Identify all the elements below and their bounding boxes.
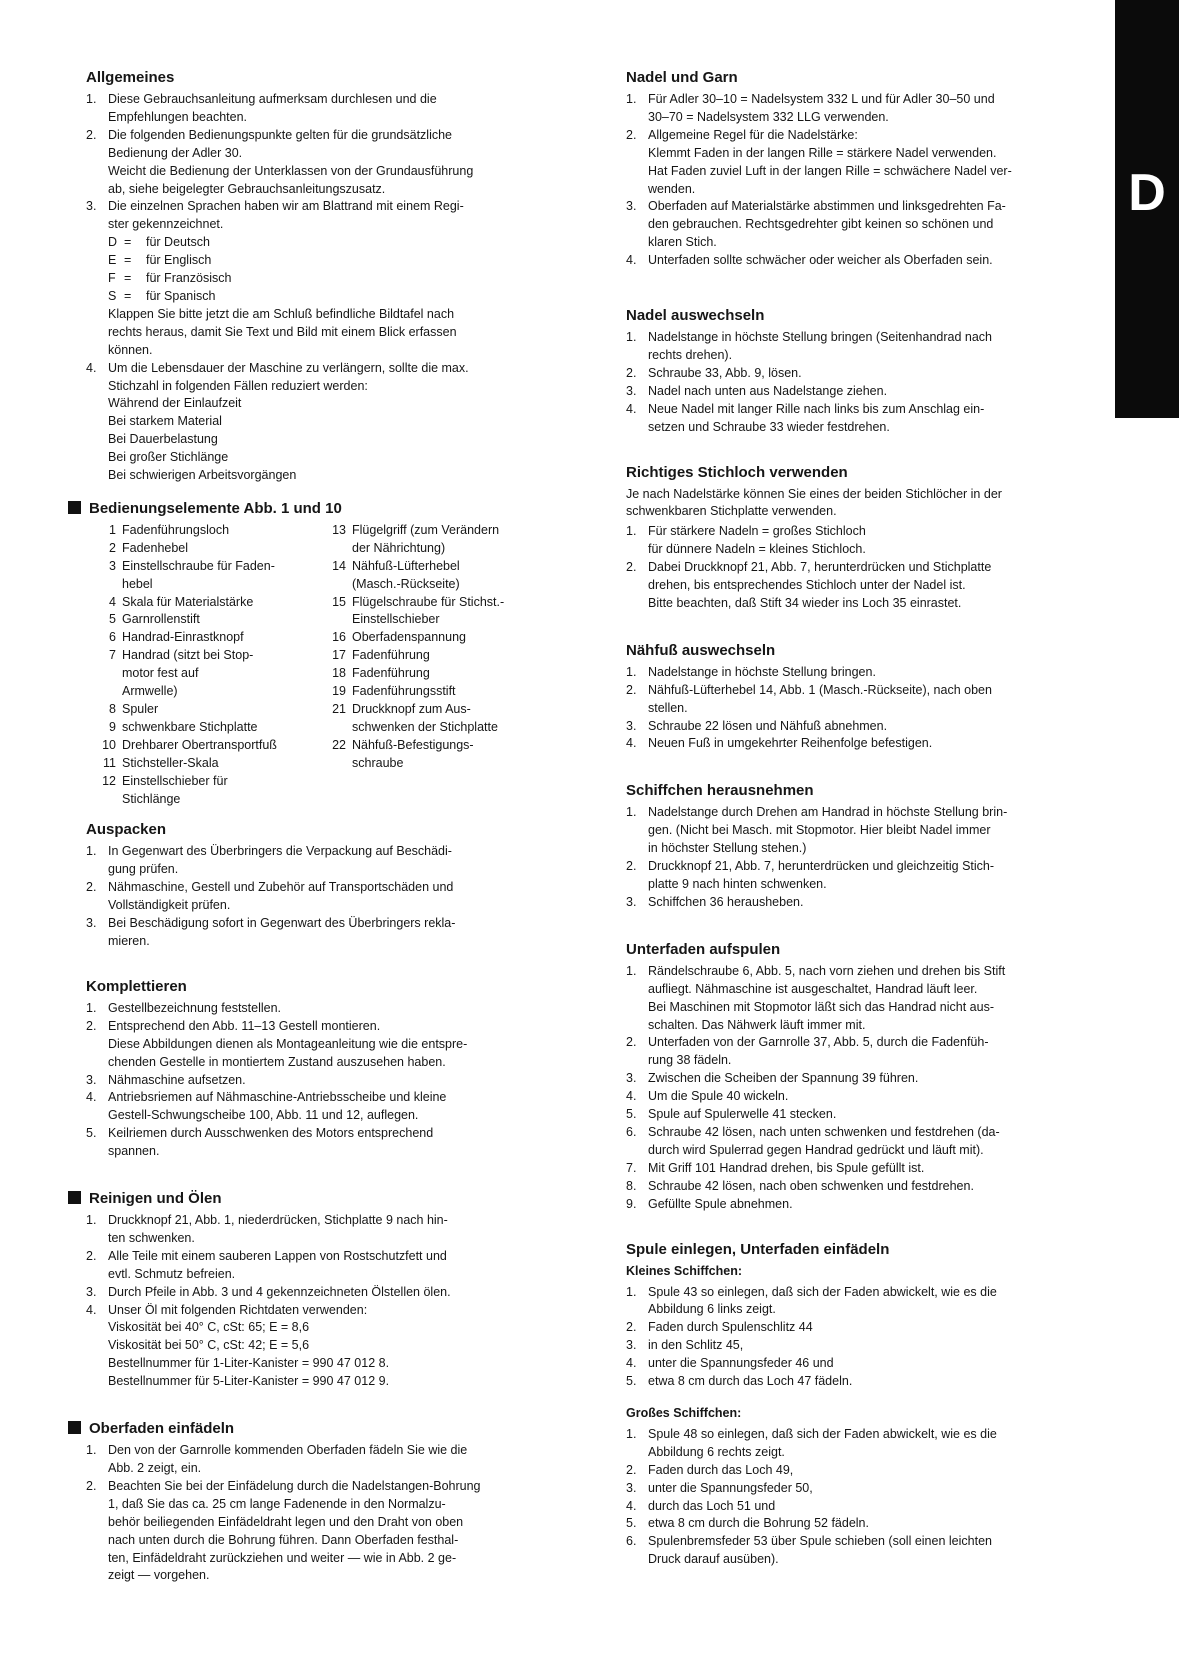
right-column <box>626 68 1116 1569</box>
legend-item: 15 Flügelschraube für Stichst.- Einstellschieber <box>332 594 505 627</box>
list-item: 2. Schraube 33, Abb. 9, lösen. <box>626 365 802 380</box>
section-oberfaden <box>86 1419 566 1585</box>
list-item: 3. Bei Beschädigung sofort in Gegenwart des Überbringers rekla- mieren. <box>86 916 456 948</box>
list-item: 2. Dabei Druckknopf 21, Abb. 7, herunterdrücken und Stichplatte drehen, bis entsprechendes Stichloch unter der Nadel ist. Bitte beachten, daß Stift 34 wieder ins Loch 35 einrastet. <box>626 560 992 610</box>
legend-item: 19 Fadenführungsstift <box>332 684 456 699</box>
list-item: 4. unter die Spannungsfeder 46 und <box>626 1356 834 1371</box>
list-item: 4. Unser Öl mit folgenden Richtdaten verwenden: Viskosität bei 40° C, cSt: 65; E = 8,6 Viskosität bei 50° C, cSt: 42; E = 5,6 Bestellnummer für 1-Liter-Kanister = 990 47 012 8. Bestellnummer für 5-Liter-Kanister = 990 47 012 9. <box>86 1302 390 1389</box>
legend-item: 11 Stichsteller-Skala <box>103 755 219 770</box>
legend-item: 3 Einstellschraube für Faden- hebel <box>109 558 275 591</box>
legend-item: 1 Fadenführungsloch <box>109 522 230 537</box>
list-item: 3. unter die Spannungsfeder 50, <box>626 1480 813 1495</box>
list-item: 2. Druckknopf 21, Abb. 7, herunterdrücken und gleichzeitig Stich- platte 9 nach hinten schwenken. <box>626 859 995 891</box>
list-item: 3. Durch Pfeile in Abb. 3 und 4 gekennzeichneten Ölstellen ölen. <box>86 1284 451 1299</box>
legend-item: 16 Oberfadenspannung <box>332 630 466 645</box>
legend-item: 8 Spuler <box>109 702 159 716</box>
language-row: F = für Französisch <box>108 271 232 286</box>
language-row: E = für Englisch <box>108 253 212 268</box>
section-nadel-garn <box>626 68 1116 270</box>
section-title: Unterfaden aufspulen <box>626 940 781 958</box>
list-item: 1. Druckknopf 21, Abb. 1, niederdrücken, Stichplatte 9 nach hin- ten schwenken. <box>86 1213 448 1245</box>
section-title: Spule einlegen, Unterfaden einfädeln <box>626 1240 890 1258</box>
nadel-auswechseln-list <box>626 329 1116 436</box>
section-title: Nähfuß auswechseln <box>626 641 776 659</box>
legend-item: 13 Flügelgriff (zum Verändern der Nährichtung) <box>332 522 500 555</box>
legend-item: 21 Druckknopf zum Aus- schwenken der Stichplatte <box>332 702 498 734</box>
legend-column-1 <box>94 522 324 809</box>
section-schiffchen <box>626 781 1116 911</box>
section-title: Schiffchen herausnehmen <box>626 782 814 800</box>
legend-item: 14 Nähfuß-Lüfterhebel (Masch.-Rückseite) <box>332 558 460 591</box>
komplettieren-list <box>86 1000 566 1161</box>
list-item: 3. Oberfaden auf Materialstärke abstimmen und linksgedrehten Fa- den gebrauchen. Rechtsgedrehter gibt keinen so schönen und klaren Stich. <box>626 199 1006 250</box>
list-item: 2. Faden durch Spulenschlitz 44 <box>626 1320 813 1335</box>
section-title: Reinigen und Ölen <box>86 1189 566 1208</box>
section-naehfuss <box>626 641 1116 754</box>
section-spule <box>626 1240 1116 1570</box>
section-title: Nadel und Garn <box>626 69 738 86</box>
list-item: 4. Antriebsriemen auf Nähmaschine-Antriebsscheibe und kleine Gestell-Schwungscheibe 100, Abb. 11 und 12, auflegen. <box>86 1090 447 1123</box>
list-item: 7. Mit Griff 101 Handrad drehen, bis Spule gefüllt ist. <box>626 1160 925 1175</box>
unterfaden-list <box>626 963 1116 1214</box>
auspacken-list <box>86 843 566 950</box>
language-list <box>108 234 566 306</box>
section-komplettieren <box>86 977 566 1161</box>
list-item: 5. Spule auf Spulerwelle 41 stecken. <box>626 1107 837 1122</box>
grosses-schiffchen-list <box>626 1426 1116 1569</box>
list-item: 5. etwa 8 cm durch das Loch 47 fädeln. <box>626 1374 853 1389</box>
section-auspacken <box>86 820 566 950</box>
list-item: 3. Schiffchen 36 herausheben. <box>626 894 804 909</box>
left-column <box>86 68 566 1585</box>
section-allgemeines <box>86 68 566 485</box>
stichloch-list <box>626 523 1116 613</box>
list-item: 3. Die einzelnen Sprachen haben wir am Blattrand mit einem Regi- ster gekennzeichnet. D = für Deutsch E = für Englisch F = für Französisch S = für Spanisch Klappen Sie bitte jetzt die am Schluß befindliche Bildtafel nach rechts heraus, damit Sie Text und Bild mit einem Blick erfassen können. <box>86 198 566 359</box>
legend-item: 10 Drehbarer Obertransportfuß <box>102 737 277 752</box>
list-item: 4. Um die Spule 40 wickeln. <box>626 1089 789 1104</box>
section-stichloch <box>626 463 1116 613</box>
list-item: 1. In Gegenwart des Überbringers die Verpackung auf Beschädi- gung prüfen. <box>86 844 452 877</box>
section-title: Allgemeines <box>86 69 175 86</box>
subsection-title: Großes Schiffchen: <box>626 1405 742 1420</box>
legend-item: 6 Handrad-Einrastknopf <box>109 630 244 645</box>
list-item: 1. Nadelstange in höchste Stellung bringen (Seitenhandrad nach rechts drehen). <box>626 330 992 362</box>
oberfaden-list <box>86 1442 566 1585</box>
schiffchen-list <box>626 804 1116 911</box>
legend-item: 4 Skala für Materialstärke <box>109 594 254 609</box>
list-item: 3. Schraube 22 lösen und Nähfuß abnehmen. <box>626 718 888 733</box>
legend-item: 7 Handrad (sitzt bei Stop- motor fest auf Armwelle) <box>109 648 254 699</box>
legend-item: 17 Fadenführung <box>332 648 430 663</box>
section-title: Komplettieren <box>86 977 187 995</box>
list-item: 1. Spule 43 so einlegen, daß sich der Faden abwickelt, wie es die Abbildung 6 links zeigt. <box>626 1284 997 1317</box>
section-unterfaden <box>626 940 1116 1214</box>
list-item: 2. Nähmaschine, Gestell und Zubehör auf Transportschäden und Vollständigkeit prüfen. <box>86 880 454 913</box>
list-item: 8. Schraube 42 lösen, nach oben schwenken und festdrehen. <box>626 1178 974 1193</box>
list-item: 2. Entsprechend den Abb. 11–13 Gestell montieren. Diese Abbildungen dienen als Montageanleitung wie die entspre- chenden Gestelle in montiertem Zustand auszusehen haben. <box>86 1018 468 1069</box>
list-item: 1. Nadelstange durch Drehen am Handrad in höchste Stellung brin- gen. (Nicht bei Masch. mit Stopmotor. Hier bleibt Nadel immer in höchster Stellung stehen.) <box>626 805 1008 856</box>
list-item: 4. Neuen Fuß in umgekehrter Reihenfolge befestigen. <box>626 736 933 751</box>
list-item: 6. Spulenbremsfeder 53 über Spule schieben (soll einen leichten Druck darauf ausüben). <box>626 1534 992 1567</box>
list-item: 1. Für stärkere Nadeln = großes Stichloch für dünnere Nadeln = kleines Stichloch. <box>626 524 866 557</box>
list-item: 2. Nähfuß-Lüfterhebel 14, Abb. 1 (Masch.-Rückseite), nach oben stellen. <box>626 682 992 715</box>
list-item: 2. Allgemeine Regel für die Nadelstärke: Klemmt Faden in der langen Rille = stärkere Nadel verwenden. Hat Faden zuviel Luft in der langen Rille = schwächere Nadel ver- wenden. <box>626 127 1012 196</box>
list-item: 1. Gestellbezeichnung feststellen. <box>86 1000 282 1015</box>
section-title: Nadel auswechseln <box>626 307 765 325</box>
section-nadel-auswechseln <box>626 306 1116 436</box>
allgemeines-list <box>86 91 566 485</box>
section-title: Richtiges Stichloch verwenden <box>626 463 848 481</box>
legend-item: 18 Fadenführung <box>332 666 430 681</box>
language-tab <box>1115 0 1179 418</box>
legend-item: 9 schwenkbare Stichplatte <box>109 719 258 734</box>
section-title: Oberfaden einfädeln <box>86 1419 566 1438</box>
list-item: 4. Neue Nadel mit langer Rille nach links bis zum Anschlag ein- setzen und Schraube 33 wieder festdrehen. <box>626 401 985 434</box>
list-item: 1. Diese Gebrauchsanleitung aufmerksam durchlesen und die Empfehlungen beachten. <box>86 92 437 124</box>
list-item: 2. Unterfaden von der Garnrolle 37, Abb. 5, durch die Fadenfüh- rung 38 fädeln. <box>626 1035 989 1068</box>
list-item: 1. Rändelschraube 6, Abb. 5, nach vorn ziehen und drehen bis Stift aufliegt. Nähmaschine ist ausgeschaltet, Handrad läuft leer. Bei Maschinen mit Stopmotor läßt sich das Handrad nicht aus- schalten. Das Nähwerk läuft immer mit. <box>626 963 1006 1032</box>
list-item: 1. Nadelstange in höchste Stellung bringen. <box>626 664 876 679</box>
list-item: 3. Nadel nach unten aus Nadelstange ziehen. <box>626 383 888 398</box>
legend-item: 5 Garnrollenstift <box>109 612 200 627</box>
subsection-title: Kleines Schiffchen: <box>626 1263 742 1278</box>
reinigen-list <box>86 1212 566 1391</box>
section-title: Bedienungselemente Abb. 1 und 10 <box>86 499 566 518</box>
language-row: D = für Deutsch <box>108 235 210 250</box>
naehfuss-list <box>626 664 1116 754</box>
list-item: 1. Spule 48 so einlegen, daß sich der Faden abwickelt, wie es die Abbildung 6 rechts zeigt. <box>626 1426 997 1459</box>
legend <box>94 522 566 809</box>
list-item: 2. Alle Teile mit einem sauberen Lappen von Rostschutzfett und evtl. Schmutz befreien. <box>86 1248 447 1281</box>
list-item: 2. Faden durch das Loch 49, <box>626 1462 794 1477</box>
list-item: 2. Die folgenden Bedienungspunkte gelten für die grundsätzliche Bedienung der Adler 30. Weicht die Bedienung der Unterklassen von der Grundausführung ab, siehe beigelegter Gebrauchsanleitungszusatz. <box>86 127 474 196</box>
list-item: 3. Nähmaschine aufsetzen. <box>86 1072 246 1087</box>
section-title: Auspacken <box>86 821 167 839</box>
list-item: 2. Beachten Sie bei der Einfädelung durch die Nadelstangen-Bohrung 1, daß Sie das ca. 25 cm lange Fadenende in den Normalzu- behör beiliegenden Einfädeldraht legen und den Draht von oben nach unten durch die Bohrung führen. Dann Oberfaden festhal- ten, Einfädeldraht zurückziehen und weiter — wie in Abb. 2 ge- zeigt — vorgehen. <box>86 1478 481 1583</box>
section-bedienung <box>86 499 566 809</box>
list-item: 6. Schraube 42 lösen, nach unten schwenken und festdrehen (da- durch wird Spulerrad gegen Handrad gedrückt und läuft mit). <box>626 1124 1000 1157</box>
legend-item: 2 Fadenhebel <box>109 540 189 555</box>
list-item: 4. Um die Lebensdauer der Maschine zu verlängern, sollte die max. Stichzahl in folgenden Fällen reduziert werden: Während der Einlaufzeit Bei starkem Material Bei Dauerbelastung Bei großer Stichlänge Bei schwierigen Arbeitsvorgängen <box>86 360 469 483</box>
list-item: 3. in den Schlitz 45, <box>626 1338 744 1353</box>
language-tab-letter: D <box>1128 164 1166 222</box>
list-item: 4. durch das Loch 51 und <box>626 1498 776 1513</box>
list-item: 5. etwa 8 cm durch die Bohrung 52 fädeln. <box>626 1516 869 1531</box>
legend-item: 22 Nähfuß-Befestigungs- schraube <box>332 737 474 770</box>
list-item: 1. Für Adler 30–10 = Nadelsystem 332 L und für Adler 30–50 und 30–70 = Nadelsystem 332 LLG verwenden. <box>626 92 995 124</box>
intro-text: Je nach Nadelstärke können Sie eines der beiden Stichlöcher in der schwenkbaren Stichplatte verwenden. <box>626 486 1002 519</box>
section-reinigen <box>86 1189 566 1391</box>
list-item: 9. Gefüllte Spule abnehmen. <box>626 1196 793 1211</box>
nadel-garn-list <box>626 91 1116 270</box>
language-row: S = für Spanisch <box>108 288 216 303</box>
kleines-schiffchen-list <box>626 1284 1116 1391</box>
list-item: 5. Keilriemen durch Ausschwenken des Motors entsprechend spannen. <box>86 1126 434 1159</box>
list-item: 1. Den von der Garnrolle kommenden Oberfaden fädeln Sie wie die Abb. 2 zeigt, ein. <box>86 1443 468 1475</box>
list-item: 4. Unterfaden sollte schwächer oder weicher als Oberfaden sein. <box>626 253 993 268</box>
legend-item: 12 Einstellschieber für Stichlänge <box>102 773 228 806</box>
list-item: 3. Zwischen die Scheiben der Spannung 39 führen. <box>626 1071 919 1086</box>
legend-column-2 <box>324 522 554 809</box>
